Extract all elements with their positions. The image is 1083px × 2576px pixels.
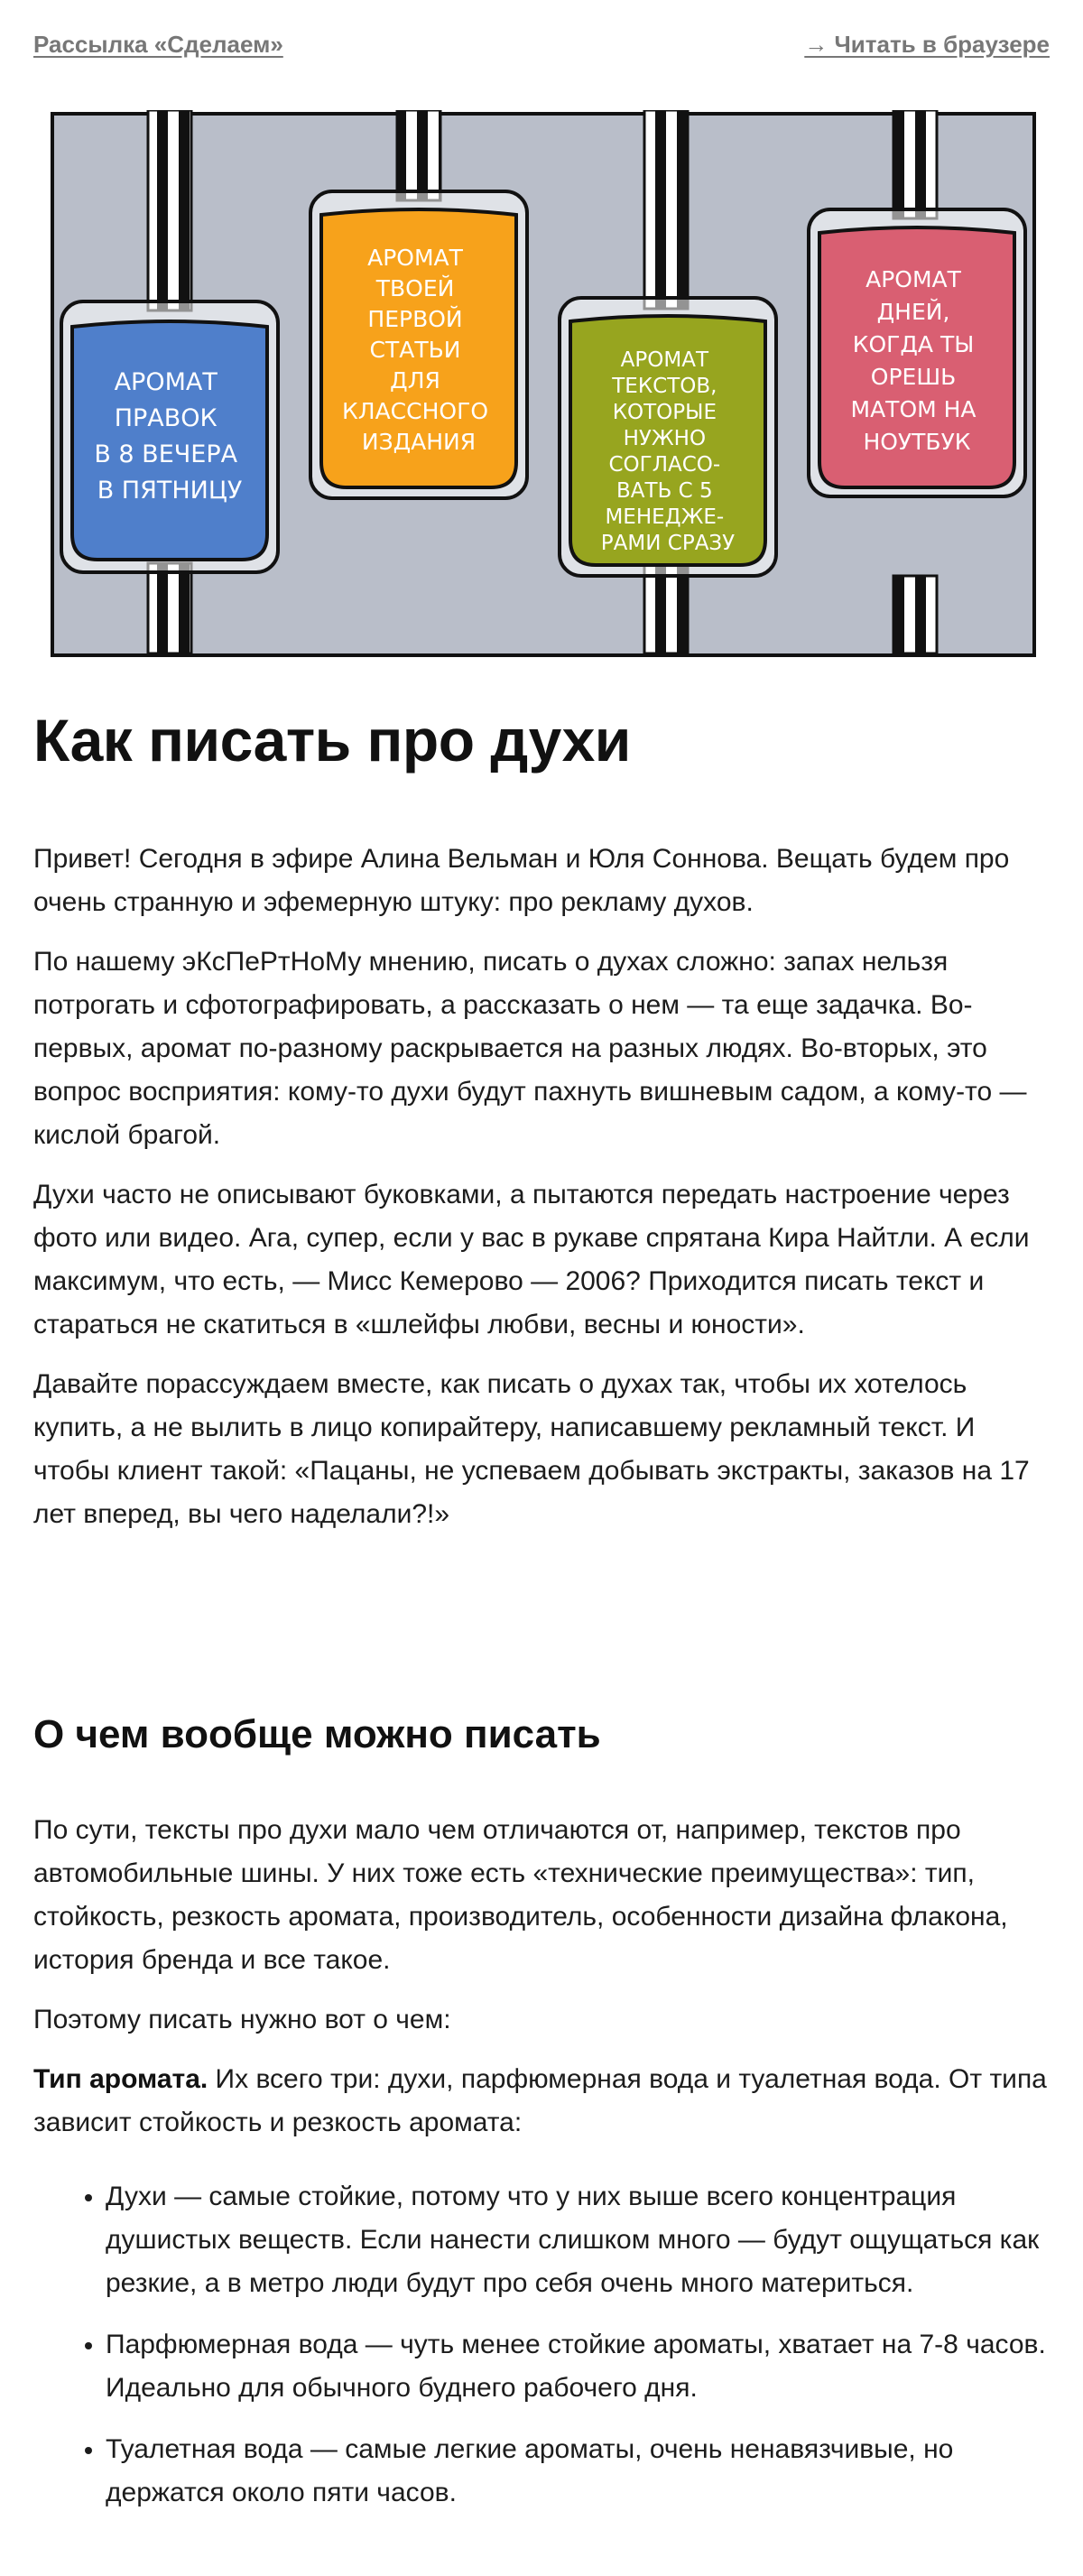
section-title: О чем вообще можно писать xyxy=(33,1712,601,1756)
article-title: Как писать про духи xyxy=(33,707,631,774)
newsletter-link[interactable]: Рассылка «Сделаем» xyxy=(33,31,283,58)
read-in-browser-link[interactable]: → Читать в браузере xyxy=(804,31,1050,58)
paragraph: Духи часто не описывают буковками, а пытаются передать настроение через фото или видео. Ага, супер, если у вас в рукаве спрятана Кира Найтли. А если максимум, что есть, — Мисс Кемерово — 2006? Приходится писать текст и стараться не скатиться в «шлейфы любви, весны и юности». xyxy=(33,1180,1030,1339)
section-body xyxy=(33,1809,1050,2533)
fragrance-type-list xyxy=(33,2175,1050,2515)
bottle-1-label: АРОМАТ ПРАВОК В 8 ВЕЧЕРА В ПЯТНИЦУ xyxy=(94,368,243,505)
type-text: Их всего три: духи, парфюмерная вода и туалетная вода. От типа зависит стойкость и резкость аромата: xyxy=(33,2064,1047,2137)
bottle-3-label: АРОМАТ ТЕКСТОВ, КОТОРЫЕ НУЖНО СОГЛАСО- ВАТЬ С 5 МЕНЕДЖЕ- РАМИ СРАЗУ xyxy=(600,348,736,555)
paragraph: Привет! Сегодня в эфире Алина Вельман и Юля Соннова. Вещать будем про очень странную и эфемерную штуку: про рекламу духов. xyxy=(33,844,1010,917)
type-label: Тип аромата. xyxy=(33,2064,208,2094)
intro-section xyxy=(33,838,1050,1552)
paragraph: По нашему эКсПеРтНоМу мнению, писать о духах сложно: запах нельзя потрогать и сфотографировать, а рассказать о нем — та еще задачка. Во-первых, аромат по-разному раскрывается на разных людях. Во-вторых, это вопрос восприятия: кому-то духи будут пахнуть вишневым садом, а кому-то — кислой брагой. xyxy=(33,947,1027,1150)
paragraph: По сути, тексты про духи мало чем отличаются от, например, текстов про автомобильные шины. У них тоже есть «технические преимущества»: тип, стойкость, резкость аромата, производитель, особенности дизайна флакона, история бренда и все такое. xyxy=(33,1815,1008,1975)
list-item: • Духи — самые стойкие, потому что у них выше всего концентрация душистых веществ. Если нанести слишком много — будут ощущаться как резкие, а в метро люди будут про себя очень много материться. xyxy=(106,2175,1050,2305)
top-bar xyxy=(33,31,1050,67)
paragraph: Давайте порассуждаем вместе, как писать о духах так, чтобы их хотелось купить, а не вылить в лицо копирайтеру, написавшему рекламный текст. И чтобы клиент такой: «Пацаны, не успеваем добывать экстракты, заказов на 17 лет вперед, вы чего наделали?!» xyxy=(33,1369,1030,1529)
bottle-4-label: АРОМАТ ДНЕЙ, КОГДА ТЫ ОРЕШЬ МАТОМ НА НОУТБУК xyxy=(850,266,977,455)
paragraph: Поэтому писать нужно вот о чем: xyxy=(33,2005,451,2034)
bottle-2-label: АРОМАТ ТВОЕЙ ПЕРВОЙ СТАТЬИ ДЛЯ КЛАССНОГО ИЗДАНИЯ xyxy=(342,245,489,455)
hero-illustration xyxy=(49,110,1038,659)
type-paragraph xyxy=(33,2058,1050,2145)
list-item: • Парфюмерная вода — чуть менее стойкие ароматы, хватает на 7-8 часов. Идеально для обычного буднего рабочего дня. xyxy=(106,2323,1050,2410)
list-item: • Туалетная вода — самые легкие ароматы, очень ненавязчивые, но держатся около пяти часов. xyxy=(106,2428,1050,2515)
